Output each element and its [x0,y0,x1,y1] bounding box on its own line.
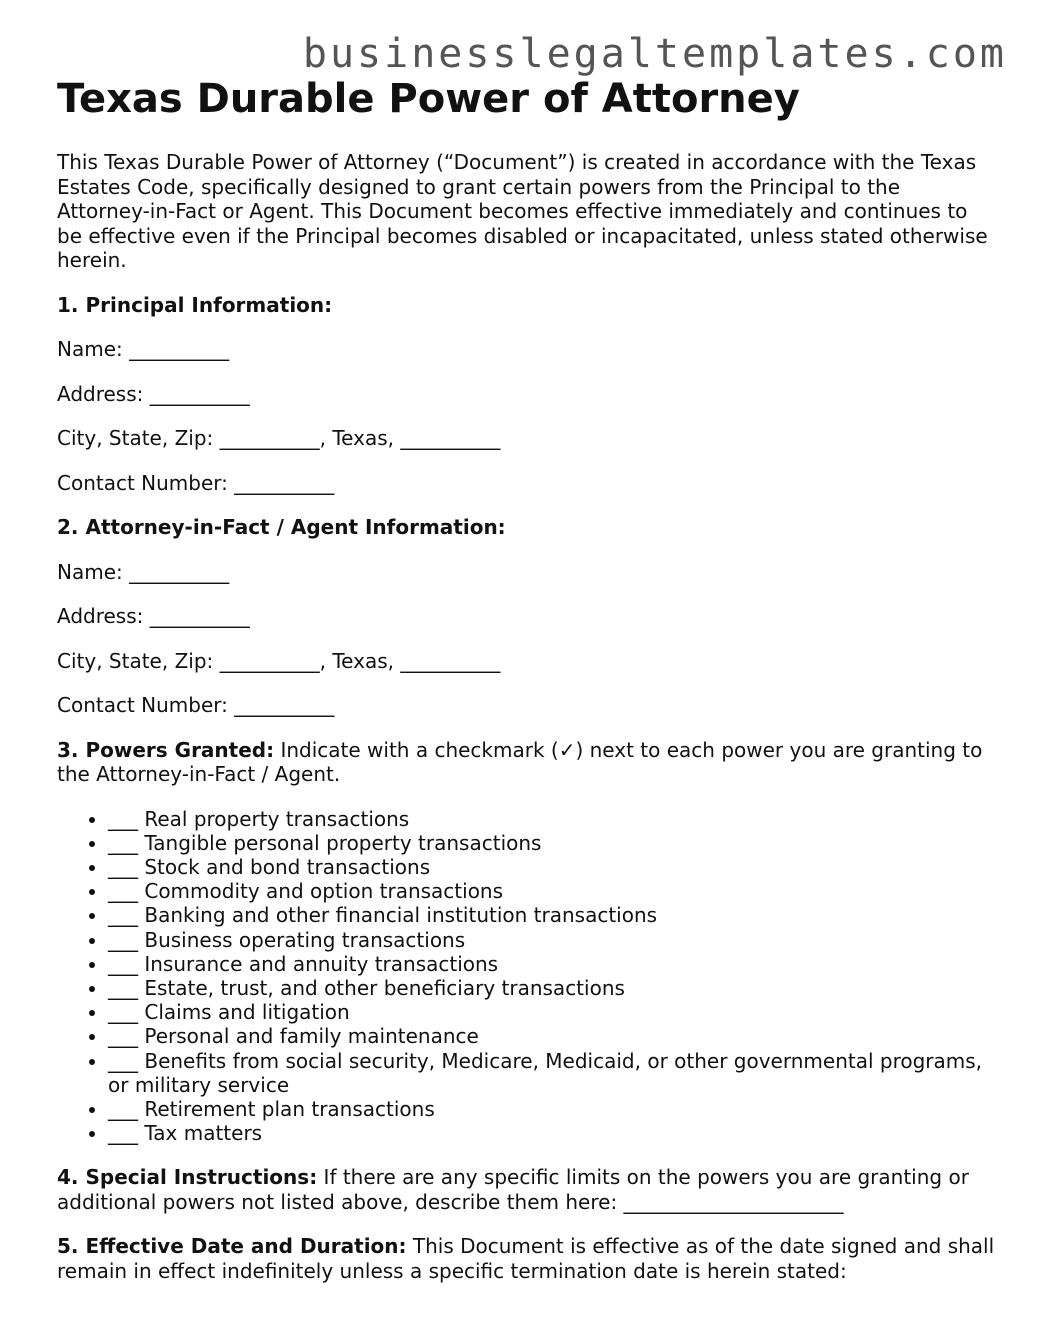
agent-heading: 2. Attorney-in-Fact / Agent Information: [57,515,506,539]
agent-name-field: Name: __________ [57,559,230,584]
powers-text: Indicate with a checkmark (✓) next to each power you are granting to the Attorney-in-Fact / Agent. [57,737,983,786]
watermark: businesslegaltemplates.com [302,31,1007,77]
power-item: • ___ Tax matters [108,1121,997,1145]
power-item: • ___ Banking and other financial institution transactions [108,903,997,927]
power-item: • ___ Claims and litigation [108,1000,997,1024]
effective-date-section [57,1234,997,1283]
agent-address-field: Address: __________ [57,604,250,628]
principal-name-field: Name: __________ [57,337,230,361]
power-item: • ___ Commodity and option transactions [108,879,997,903]
power-item: • ___ Stock and bond transactions [108,855,997,879]
principal-contact-field: Contact Number: __________ [57,470,335,495]
power-item: • ___ Real property transactions [108,807,997,831]
power-item: • ___ Tangible personal property transactions [108,831,997,855]
special-instructions-text: If there are any specific limits on the powers you are granting or additional powers not listed above, describe them here: ______________________ [57,1165,969,1214]
special-instructions-section [57,1165,997,1214]
power-item: • ___ Estate, trust, and other beneficiary transactions [108,976,997,1000]
principal-heading: 1. Principal Information: [57,292,333,317]
powers-list [57,807,997,1146]
power-item: • ___ Benefits from social security, Medicare, Medicaid, or other governmental programs, or military service [108,1049,997,1097]
powers-heading: 3. Powers Granted: [57,737,275,762]
document-page [57,74,997,1283]
agent-contact-field: Contact Number: __________ [57,693,335,717]
effective-date-text: This Document is effective as of the date signed and shall remain in effect indefinitely unless a specific termination date is herein stated: [57,1234,995,1283]
power-item: • ___ Business operating transactions [108,928,997,952]
agent-city-field: City, State, Zip: __________, Texas, __________ [57,648,501,673]
powers-section [57,738,997,787]
power-item: • ___ Personal and family maintenance [108,1024,997,1048]
power-item: • ___ Insurance and annuity transactions [108,952,997,976]
document-title: Texas Durable Power of Attorney [57,76,800,122]
principal-city-field: City, State, Zip: __________, Texas, __________ [57,426,501,450]
effective-date-heading: 5. Effective Date and Duration: [57,1234,407,1259]
special-instructions-heading: 4. Special Instructions: [57,1165,318,1190]
principal-address-field: Address: __________ [57,381,250,406]
intro-paragraph: This Texas Durable Power of Attorney (“Document”) is created in accordance with the Texas Estates Code, specifically designed to grant certain powers from the Principal to the Attorney-in-Fact or Agent. This Document becomes effective immediately and continues to be effective even if the Principal becomes disabled or incapacitated, unless stated otherwise herein. [57,150,988,272]
power-item: • ___ Retirement plan transactions [108,1097,997,1121]
